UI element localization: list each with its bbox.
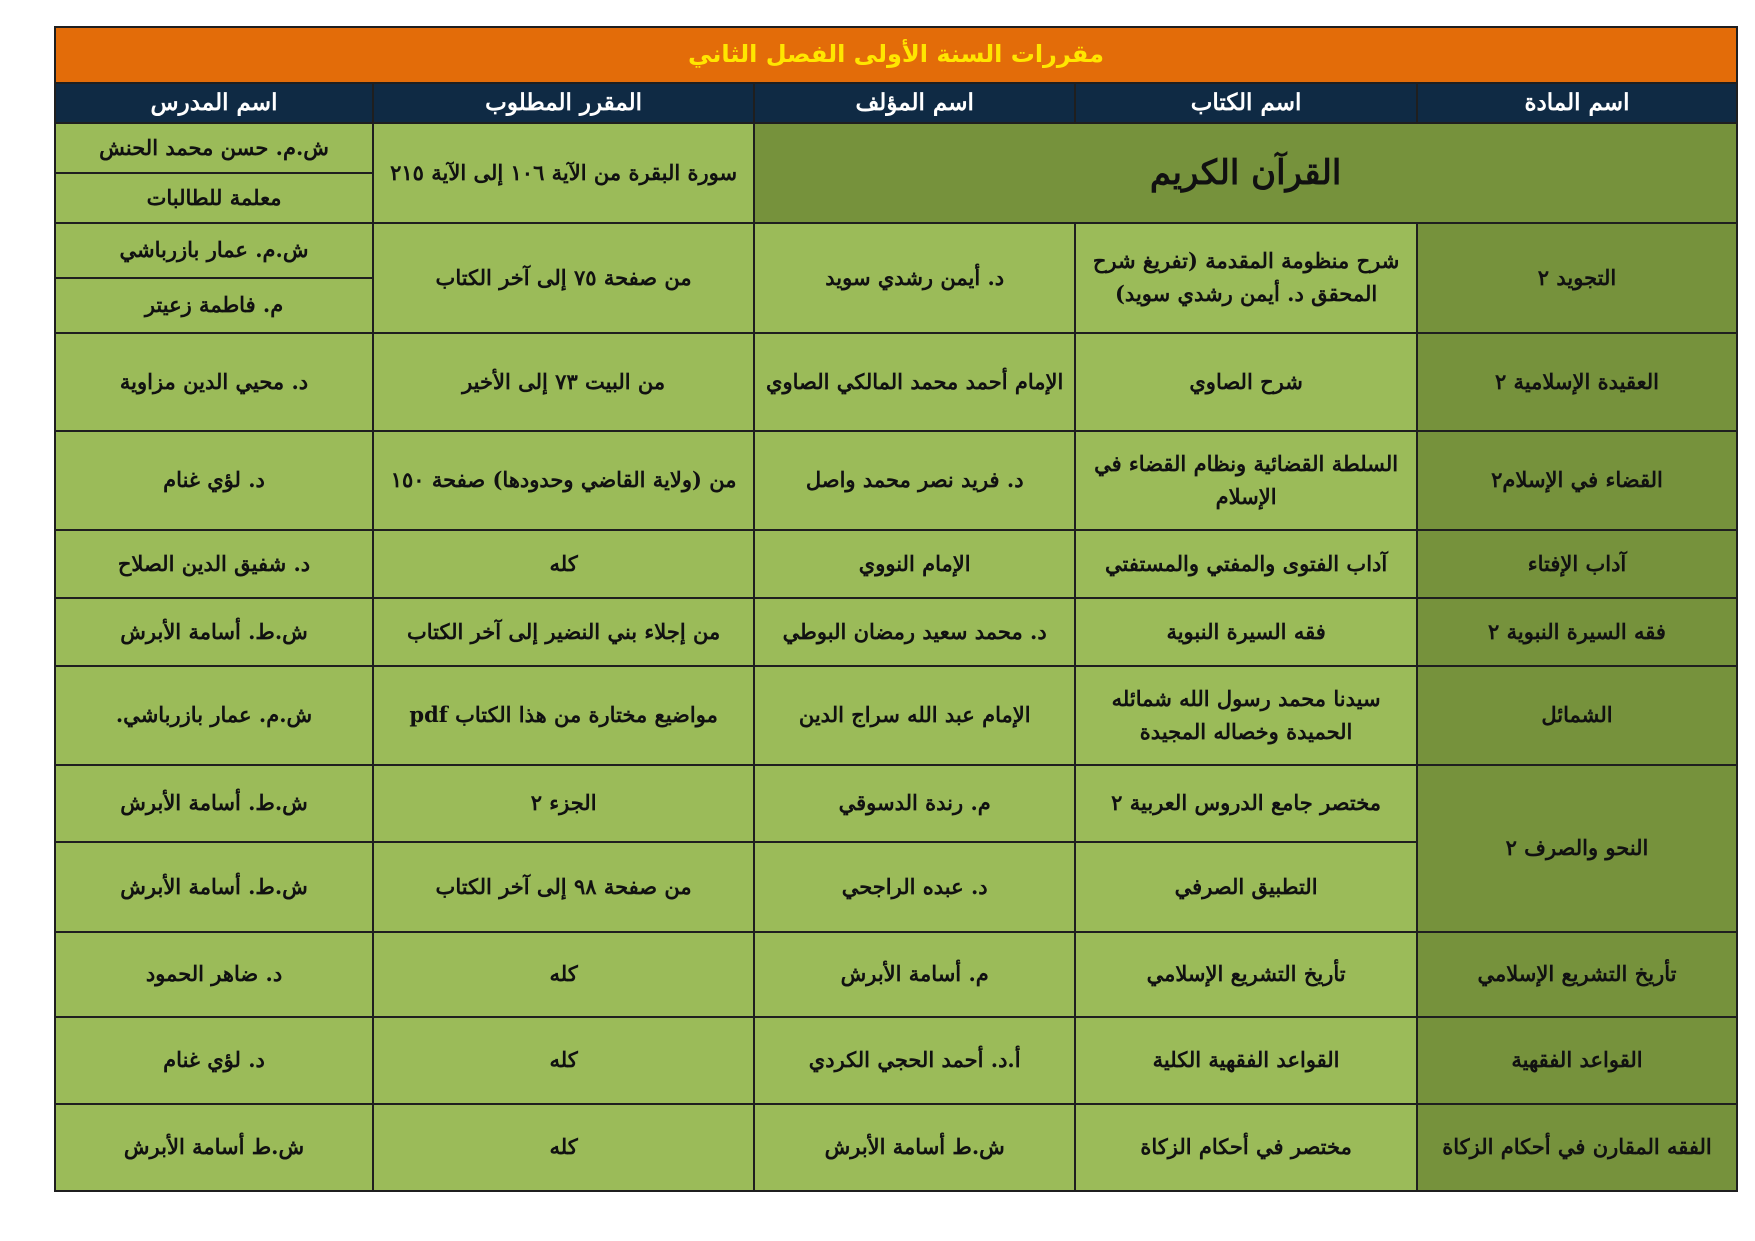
row-subject: الفقه المقارن في أحكام الزكاة [1417,1104,1737,1191]
row-book: تأريخ التشريع الإسلامي [1075,932,1417,1017]
row-syllabus: مواضيع مختارة من هذا الكتاب pdf [373,666,754,765]
row-subject: آداب الإفتاء [1417,530,1737,598]
table-row [55,765,1737,842]
nahw-book-1: مختصر جامع الدروس العربية ٢ [1075,765,1417,842]
row-book: شرح الصاوي [1075,333,1417,431]
tajweed-teacher-2: م. فاطمة زعيتر [55,278,373,333]
tajweed-teacher-1: ش.م. عمار بازرباشي [55,223,373,278]
row-book: السلطة القضائية ونظام القضاء في الإسلام [1075,431,1417,530]
row-book: القواعد الفقهية الكلية [1075,1017,1417,1104]
row-teacher: د. لؤي غنام [55,431,373,530]
row-author: الإمام أحمد محمد المالكي الصاوي [754,333,1075,431]
row-subject: تأريخ التشريع الإسلامي [1417,932,1737,1017]
row-author: ش.ط أسامة الأبرش [754,1104,1075,1191]
table-row [55,666,1737,765]
row-author: الإمام النووي [754,530,1075,598]
table-title: مقررات السنة الأولى الفصل الثاني [55,27,1737,83]
row-book: مختصر في أحكام الزكاة [1075,1104,1417,1191]
row-subject: القضاء في الإسلام٢ [1417,431,1737,530]
row-subject: فقه السيرة النبوية ٢ [1417,598,1737,666]
quran-syllabus: سورة البقرة من الآية ١٠٦ إلى الآية ٢١٥ [373,123,754,223]
col-syllabus: المقرر المطلوب [373,83,754,123]
row-syllabus: كله [373,932,754,1017]
row-teacher: ش.ط. أسامة الأبرش [55,598,373,666]
nahw-author-1: م. رندة الدسوقي [754,765,1075,842]
quran-subject: القرآن الكريم [754,123,1737,223]
table-row [55,333,1737,431]
col-subject: اسم المادة [1417,83,1737,123]
table-row [55,1017,1737,1104]
row-syllabus: كله [373,1104,754,1191]
row-teacher: د. شفيق الدين الصلاح [55,530,373,598]
col-author: اسم المؤلف [754,83,1075,123]
row-teacher: د. محيي الدين مزاوية [55,333,373,431]
row-book: سيدنا محمد رسول الله شمائله الحميدة وخصاله المجيدة [1075,666,1417,765]
nahw-teacher-1: ش.ط. أسامة الأبرش [55,765,373,842]
row-syllabus: من (ولاية القاضي وحدودها) صفحة ١٥٠ [373,431,754,530]
row-syllabus: كله [373,530,754,598]
nahw-book-2: التطبيق الصرفي [1075,842,1417,932]
row-teacher: د. ضاهر الحمود [55,932,373,1017]
tajweed-book: شرح منظومة المقدمة (تفريغ شرح المحقق د. أيمن رشدي سويد) [1075,223,1417,333]
tajweed-syllabus: من صفحة ٧٥ إلى آخر الكتاب [373,223,754,333]
nahw-syllabus-2: من صفحة ٩٨ إلى آخر الكتاب [373,842,754,932]
row-teacher: ش.ط أسامة الأبرش [55,1104,373,1191]
quran-teacher-2: معلمة للطالبات [55,173,373,223]
nahw-subject: النحو والصرف ٢ [1417,765,1737,932]
table-row [55,123,1737,173]
header-row [55,83,1737,123]
row-subject: العقيدة الإسلامية ٢ [1417,333,1737,431]
row-author: م. أسامة الأبرش [754,932,1075,1017]
row-author: أ.د. أحمد الحجي الكردي [754,1017,1075,1104]
nahw-teacher-2: ش.ط. أسامة الأبرش [55,842,373,932]
nahw-author-2: د. عبده الراجحي [754,842,1075,932]
quran-teacher-1: ش.م. حسن محمد الحنش [55,123,373,173]
table-row [55,530,1737,598]
row-book: آداب الفتوى والمفتي والمستفتي [1075,530,1417,598]
table-row [55,431,1737,530]
nahw-syllabus-1: الجزء ٢ [373,765,754,842]
row-syllabus: من إجلاء بني النضير إلى آخر الكتاب [373,598,754,666]
table-row [55,598,1737,666]
tajweed-author: د. أيمن رشدي سويد [754,223,1075,333]
row-teacher: د. لؤي غنام [55,1017,373,1104]
title-row [55,27,1737,83]
table-row [55,1104,1737,1191]
row-author: د. محمد سعيد رمضان البوطي [754,598,1075,666]
row-author: الإمام عبد الله سراج الدين [754,666,1075,765]
table-row [55,223,1737,278]
syllabus-table [54,26,1738,1192]
row-subject: الشمائل [1417,666,1737,765]
row-teacher: ش.م. عمار بازرباشي. [55,666,373,765]
row-subject: القواعد الفقهية [1417,1017,1737,1104]
row-author: د. فريد نصر محمد واصل [754,431,1075,530]
table-row [55,932,1737,1017]
col-teacher: اسم المدرس [55,83,373,123]
row-syllabus: كله [373,1017,754,1104]
row-book: فقه السيرة النبوية [1075,598,1417,666]
row-syllabus: من البيت ٧٣ إلى الأخير [373,333,754,431]
tajweed-subject: التجويد ٢ [1417,223,1737,333]
col-book: اسم الكتاب [1075,83,1417,123]
